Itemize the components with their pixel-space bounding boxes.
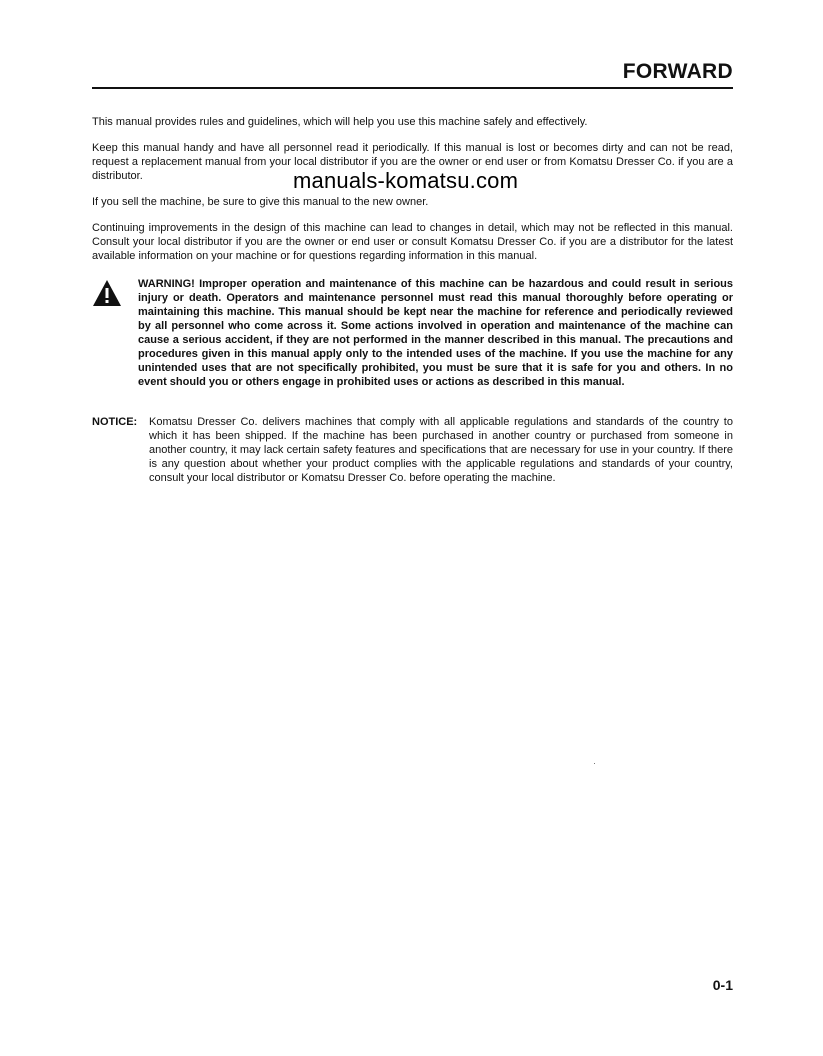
warning-text: WARNING! Improper operation and maintenance of this machine can be hazardous and could result in serious injury or death. Operators and maintenance personnel must read this manual thoroughly before operating or maintaining this machine. This manual should be kept near the machine for reference and periodically reviewed by all personnel who come across it. Some actions involved in operation and maintenance of the machine can cause a serious accident, if they are not performed in the manner described in this manual. The precautions and procedures given in this manual apply only to the intended uses of the machine. If you use the machine for any unintended uses that are not specifically prohibited, you must be sure that it is safe for you and others. In no event should you or others engage in prohibited uses or actions as described in this manual. [138, 278, 733, 388]
warning-triangle-icon [92, 277, 138, 311]
improvements-paragraph: Continuing improvements in the design of this machine can lead to changes in detail, which may not be reflected in this manual. Consult your local distributor if you are the owner or end user or consult Komatsu Dresser Co. if you are a distributor for the latest available information on your machine or for questions regarding information in this manual. [92, 222, 733, 262]
notice-label: NOTICE: [92, 416, 138, 428]
watermark: manuals-komatsu.com [293, 168, 519, 193]
scan-speck [594, 763, 595, 764]
sell-machine-paragraph: If you sell the machine, be sure to give this manual to the new owner. [92, 196, 429, 208]
warning-block [92, 277, 733, 401]
notice-block [92, 415, 733, 497]
title-divider [92, 87, 733, 89]
keep-manual-paragraph: Keep this manual handy and have all personnel read it periodically. If this manual is lost or becomes dirty and can not be read, request a replacement manual from your local distributor if you are the owner or end user or from Komatsu Dresser Co. if you are a distributor. [92, 142, 733, 182]
intro-paragraph: This manual provides rules and guidelines, which will help you use this machine safely and effectively. [92, 116, 588, 128]
notice-text: Komatsu Dresser Co. delivers machines that comply with all applicable regulations and standards of the country to which it has been shipped. If the machine has been purchased in another country or purchased from someone in another country, it may lack certain safety features and specifications that are necessary for use in your country. If there is any question about whether your product complies with the applicable regulations and standards of your country, consult your local distributor or Komatsu Dresser Co. before operating the machine. [149, 416, 733, 484]
page-title: FORWARD [622, 60, 733, 83]
page-number: 0-1 [712, 977, 733, 993]
